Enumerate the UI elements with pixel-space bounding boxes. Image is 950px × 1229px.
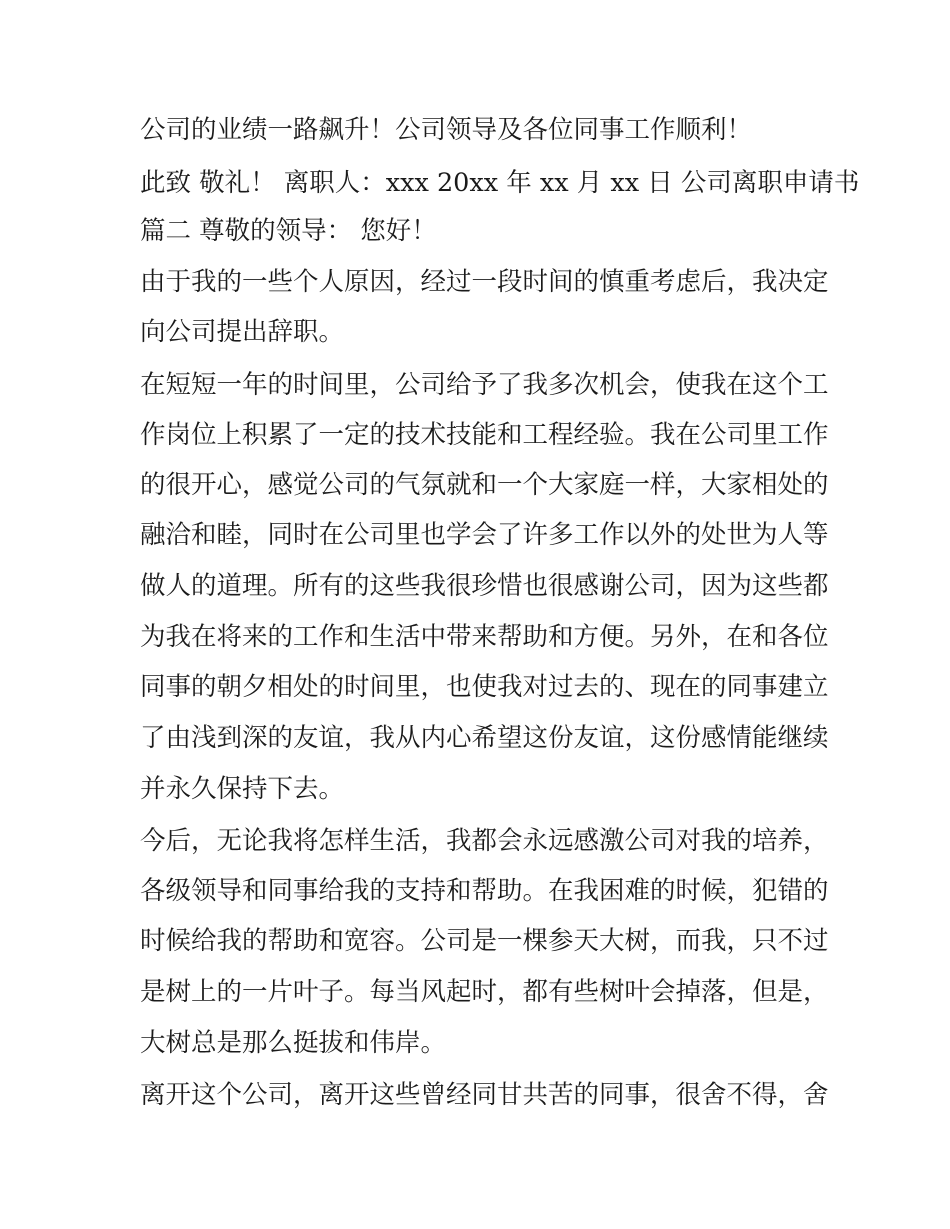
text-line: 此致 敬礼！ 离职人：xxx 20xx 年 xx 月 xx 日 公司离职申请书 (140, 168, 860, 198)
text-line: 公司的业绩一路飙升！公司领导及各位同事工作顺利！ (140, 115, 753, 145)
text-line: 并永久保持下去。 (140, 774, 345, 804)
text-line: 了由浅到深的友谊，我从内心希望这份友谊，这份感情能继续 (140, 723, 829, 753)
text-line: 在短短一年的时间里，公司给予了我多次机会，使我在这个工 (140, 370, 829, 400)
text-line: 的很开心，感觉公司的气氛就和一个大家庭一样，大家相处的 (140, 470, 829, 500)
text-line: 是树上的一片叶子。每当风起时，都有些树叶会掉落，但是， (140, 977, 829, 1007)
text-line: 做人的道理。所有的这些我很珍惜也很感谢公司，因为这些都 (140, 571, 829, 601)
text-line: 由于我的一些个人原因，经过一段时间的慎重考虑后，我决定 (140, 267, 829, 297)
text-line: 同事的朝夕相处的时间里，也使我对过去的、现在的同事建立 (140, 672, 829, 702)
text-line: 时候给我的帮助和宽容。公司是一棵参天大树，而我，只不过 (140, 926, 829, 956)
text-line: 融洽和睦，同时在公司里也学会了许多工作以外的处世为人等 (140, 520, 829, 550)
text-line: 今后，无论我将怎样生活，我都会永远感激公司对我的培养， (140, 826, 829, 856)
text-line: 离开这个公司，离开这些曾经同甘共苦的同事，很舍不得，舍 (140, 1080, 829, 1110)
text-line: 为我在将来的工作和生活中带来帮助和方便。另外，在和各位 (140, 622, 829, 652)
text-line: 大树总是那么挺拔和伟岸。 (140, 1028, 447, 1058)
text-line: 篇二 尊敬的领导： 您好！ (140, 216, 437, 246)
text-line: 向公司提出辞职。 (140, 317, 345, 347)
text-line: 各级领导和同事给我的支持和帮助。在我困难的时候，犯错的 (140, 876, 829, 906)
text-line: 作岗位上积累了一定的技术技能和工程经验。我在公司里工作 (140, 420, 829, 450)
